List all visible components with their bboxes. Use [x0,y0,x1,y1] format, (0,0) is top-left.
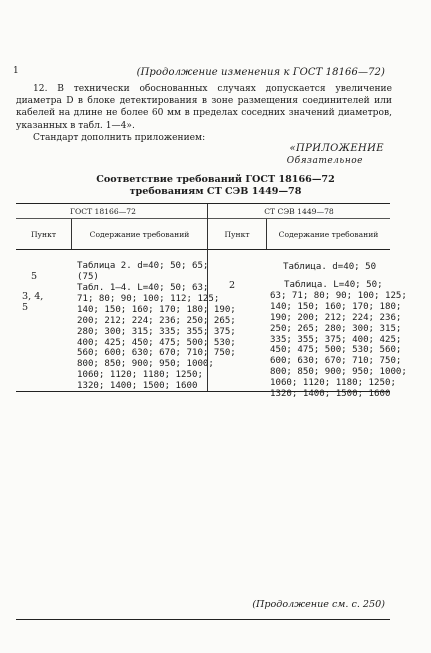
header-content-right: Содержание требований [278,230,379,239]
paragraph-12: 12. В технически обоснованных случаях допускается увеличение диаметра D в блоке детектирования в зоне размещения соединителей или кабелей на длине не более 60 мм в пределах соседних значений диаметров, указанных в табл. 1—4». [16,84,392,131]
left-row-1-item: 5 [31,271,38,282]
left-row-1-content: Таблица 2. d=40; 50; 65; (75) [77,261,209,282]
continuation-header: (Продолжение изменения к ГОСТ 18166—72) [136,67,385,78]
table-title-line-1: Соответствие требований ГОСТ 18166—72 [96,174,335,185]
appendix-title: «ПРИЛОЖЕНИЕ [289,143,384,154]
right-row-1-content: Таблица. d=40; 50 [283,262,377,272]
header-item-left: Пункт [30,230,57,239]
left-row-2-content: Табл. 1—4. L=40; 50; 63; 71; 80; 90; 100; 112; 125; 140; 150; 160; 170; 180; 190; 200; 212; 224; 236; 250; 265; 280; 300; 315; 335; 355; 375; 400; 425; 450; 475; 500; 530; 560; 600; 630; 670; 710; 750; 800; 850; 900; 950; 1000; 1060; 1120; 1180; 1250; 1320; 1400; 1500; 1600 [77,283,236,392]
table-title-line-2: требованиям СТ СЭВ 1449—78 [129,186,302,197]
right-row-2-content: Таблица. L=40; 50; 63; 71; 80; 90; 100; 125; 140; 150; 160; 170; 180; 190; 200; 212; 224; 236; 250; 265; 280; 300; 315; 335; 355; 375; 400; 425; 450; 475; 500; 530; 560; 600; 630; 670; 710; 750; 800; 850; 900; 950; 1000; 1060; 1120; 1180; 1250; 1320; 1400; 1500; 1600 [270,280,407,400]
group-header-rule [16,218,390,219]
right-row-2-item: 2 [229,280,236,291]
amendment-text [16,83,392,144]
continuation-footer: (Продолжение см. с. 250) [252,599,385,610]
group-header-right: СТ СЭВ 1449—78 [264,207,334,216]
left-row-2-item: 3, 4, 5 [22,291,44,313]
footer-rule [16,619,390,620]
column-header-rule [16,249,390,250]
appendix-status: Обязательное [286,156,363,166]
header-item-right: Пункт [224,230,250,239]
header-content-left: Содержание требований [89,230,190,239]
table-top-rule [16,203,390,204]
supplement-line: Стандарт дополнить приложением: [33,132,206,143]
group-header-left: ГОСТ 18166—72 [70,207,136,216]
margin-mark: 1 [13,66,19,76]
